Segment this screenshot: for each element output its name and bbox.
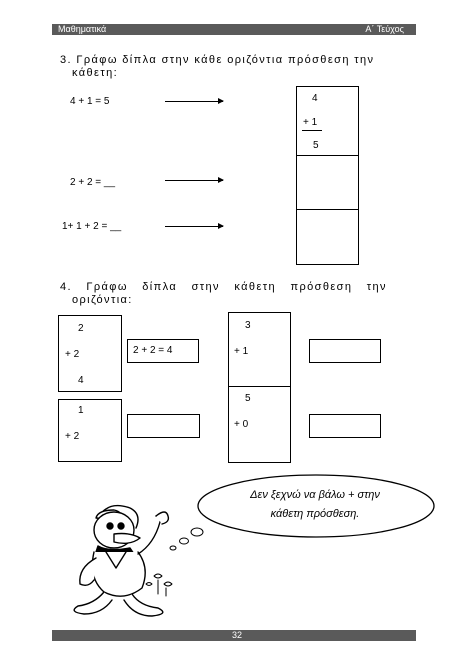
bubble-line1: Δεν ξεχνώ να βάλω + στην [250, 489, 380, 501]
exercise3-title-line2: κάθετη: [72, 67, 119, 79]
ex4-box3-top: 3 [245, 320, 251, 331]
exercise4-title-line2: οριζόντια: [72, 294, 133, 306]
ex3-box1-bottom: 5 [313, 140, 319, 151]
sum-line [302, 130, 322, 131]
ex4-answer-1: 2 + 2 = 4 [133, 345, 173, 356]
arrow-right-icon [165, 101, 223, 102]
header-volume: Α΄ Τεύχος [365, 24, 404, 34]
ex3-vertical-box-2[interactable] [296, 155, 359, 210]
ex4-box1-top: 2 [78, 323, 84, 334]
ex3-vertical-box-3[interactable] [296, 209, 359, 265]
arrow-right-icon [165, 180, 223, 181]
ex4-answer-box-2[interactable] [127, 414, 200, 438]
ex4-box4-middle: + 0 [234, 419, 249, 430]
ex3-equation-2: 2 + 2 = __ [70, 177, 116, 188]
header-subject: Μαθηματικά [58, 24, 107, 34]
exercise4-title-line1: 4. Γράφω δίπλα στην κάθετη πρόσθεση την [60, 281, 387, 293]
cartoon-duck-icon [58, 488, 198, 628]
exercise3-title-line1: 3. Γράφω δίπλα στην κάθε οριζόντια πρόσθεση την [60, 54, 375, 66]
page-number: 32 [231, 630, 242, 640]
ex4-box1-bottom: 4 [78, 375, 84, 386]
ex4-box1-middle: + 2 [65, 349, 80, 360]
arrow-right-icon [165, 226, 223, 227]
ex4-box2-middle: + 2 [65, 431, 80, 442]
ex4-answer-box-4[interactable] [309, 414, 381, 438]
ex3-box1-middle: + 1 [303, 117, 318, 128]
ex3-equation-1: 4 + 1 = 5 [70, 96, 110, 107]
ex3-box1-top: 4 [312, 93, 318, 104]
ex4-box4-top: 5 [245, 393, 251, 404]
ex4-box3-middle: + 1 [234, 346, 249, 357]
ex4-answer-box-3[interactable] [309, 339, 381, 363]
ex3-equation-3: 1+ 1 + 2 = __ [62, 221, 122, 232]
bubble-line2: κάθετη πρόσθεση. [270, 508, 360, 520]
ex4-box2-top: 1 [78, 405, 84, 416]
header-bar [52, 24, 416, 35]
